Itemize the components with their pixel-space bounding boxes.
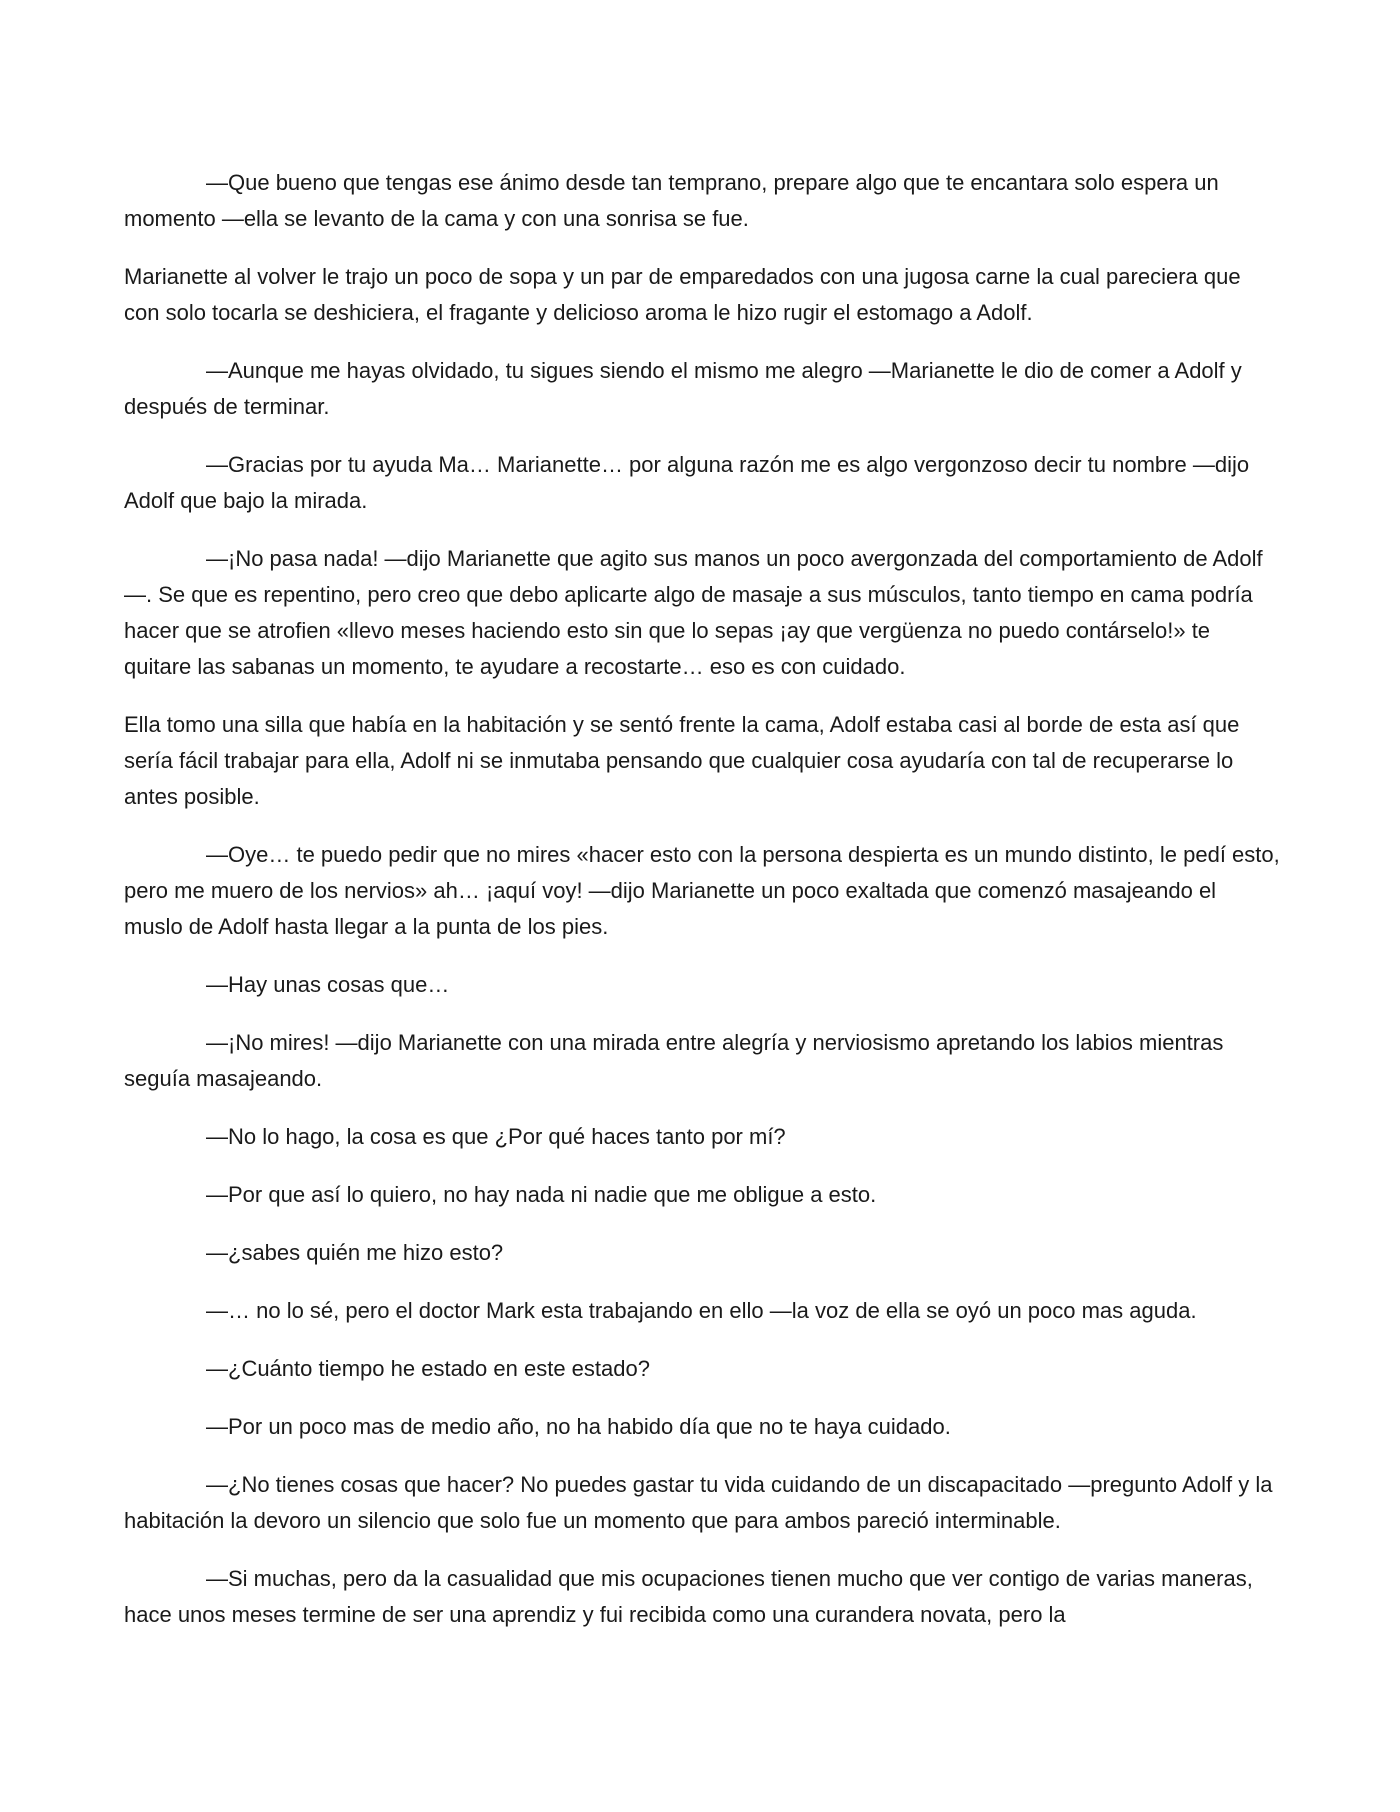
paragraph-3: —Aunque me hayas olvidado, tu sigues siendo el mismo me alegro —Marianette le dio de comer a Adolf y después de terminar. xyxy=(124,358,1242,419)
paragraph-5: —¡No pasa nada! —dijo Marianette que agito sus manos un poco avergonzada del comportamiento de Adolf—. Se que es repentino, pero creo que debo aplicarte algo de masaje a sus músculos, tanto tiempo en cama podría hacer que se atrofien «llevo meses haciendo esto sin que lo sepas ¡ay que vergüenza no puedo contárselo!» te quitare las sabanas un momento, te ayudare a recostarte… eso es con cuidado. xyxy=(124,546,1263,679)
paragraph-11: —Por que así lo quiero, no hay nada ni nadie que me obligue a esto. xyxy=(206,1182,877,1207)
paragraph-13: —… no lo sé, pero el doctor Mark esta trabajando en ello —la voz de ella se oyó un poco mas aguda. xyxy=(206,1298,1197,1323)
paragraph-7: —Oye… te puedo pedir que no mires «hacer esto con la persona despierta es un mundo distinto, le pedí esto, pero me muero de los nervios» ah… ¡aquí voy! —dijo Marianette un poco exaltada que comenzó masajeando el muslo de Adolf hasta llegar a la punta de los pies. xyxy=(124,842,1280,939)
paragraph-17: —Si muchas, pero da la casualidad que mis ocupaciones tienen mucho que ver contigo de varias maneras, hace unos meses termine de ser una aprendiz y fui recibida como una curandera novata, pero la xyxy=(124,1566,1253,1627)
paragraph-9: —¡No mires! —dijo Marianette con una mirada entre alegría y nerviosismo apretando los labios mientras seguía masajeando. xyxy=(124,1030,1224,1091)
paragraph-1: —Que bueno que tengas ese ánimo desde tan temprano, prepare algo que te encantara solo espera un momento —ella se levanto de la cama y con una sonrisa se fue. xyxy=(124,170,1219,231)
document-body xyxy=(124,165,1280,1655)
paragraph-10: —No lo hago, la cosa es que ¿Por qué haces tanto por mí? xyxy=(206,1124,786,1149)
paragraph-15: —Por un poco mas de medio año, no ha habido día que no te haya cuidado. xyxy=(206,1414,951,1439)
paragraph-12: —¿sabes quién me hizo esto? xyxy=(206,1240,504,1265)
paragraph-2: Marianette al volver le trajo un poco de sopa y un par de emparedados con una jugosa carne la cual pareciera que con solo tocarla se deshiciera, el fragante y delicioso aroma le hizo rugir el estomago a Adolf. xyxy=(124,264,1241,325)
paragraph-6: Ella tomo una silla que había en la habitación y se sentó frente la cama, Adolf estaba casi al borde de esta así que sería fácil trabajar para ella, Adolf ni se inmutaba pensando que cualquier cosa ayudaría con tal de recuperarse lo antes posible. xyxy=(124,712,1240,809)
paragraph-16: —¿No tienes cosas que hacer? No puedes gastar tu vida cuidando de un discapacitado —pregunto Adolf y la habitación la devoro un silencio que solo fue un momento que para ambos pareció interminable. xyxy=(124,1472,1273,1533)
paragraph-8: —Hay unas cosas que… xyxy=(206,972,450,997)
paragraph-14: —¿Cuánto tiempo he estado en este estado? xyxy=(206,1356,650,1381)
paragraph-4: —Gracias por tu ayuda Ma… Marianette… por alguna razón me es algo vergonzoso decir tu nombre —dijo Adolf que bajo la mirada. xyxy=(124,452,1250,513)
